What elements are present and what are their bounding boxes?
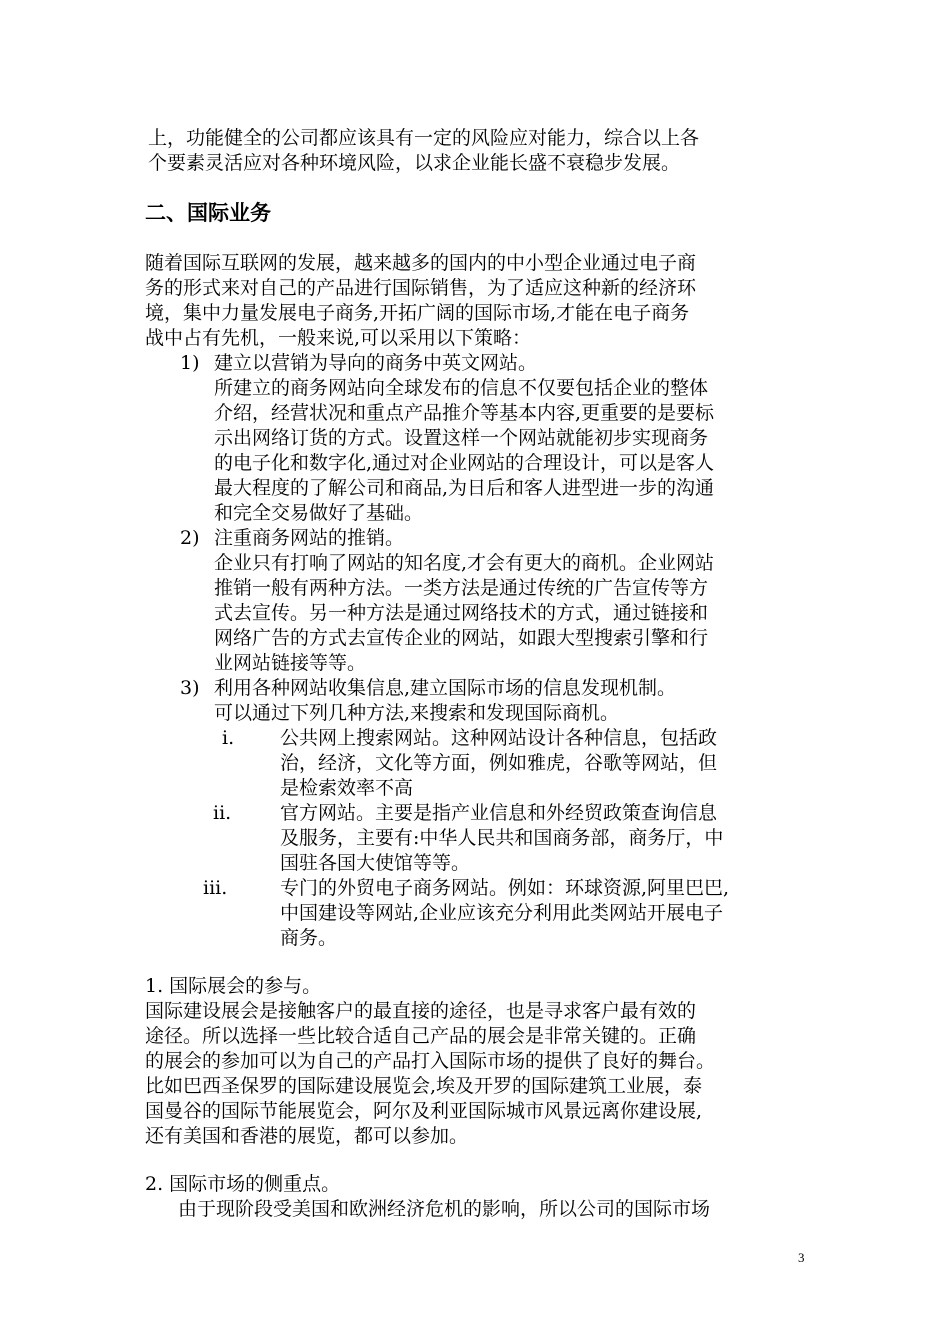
section-intro-line: 务的形式来对自己的产品进行国际销售，为了适应这种新的经济环 <box>145 277 697 299</box>
strategy-2-line: 企业只有打响了网站的知名度,才会有更大的商机。企业网站 <box>214 552 715 574</box>
point-1-line: 国曼谷的国际节能展览会，阿尔及利亚国际城市风景远离你建设展, <box>145 1100 703 1122</box>
subitem-iii-line: 中国建设等网站,企业应该充分利用此类网站开展电子 <box>280 902 724 924</box>
strategy-2-marker: 2) <box>180 527 200 549</box>
point-1-title: 1. 国际展会的参与。 <box>145 975 322 997</box>
strategy-3-line: 可以通过下列几种方法,来搜索和发现国际商机。 <box>214 702 620 724</box>
strategy-2-title: 注重商务网站的推销。 <box>214 527 405 549</box>
point-2-line: 由于现阶段受美国和欧洲经济危机的影响，所以公司的国际市场 <box>178 1198 711 1220</box>
point-1-line: 国际建设展会是接触客户的最直接的途径，也是寻求客户最有效的 <box>145 1000 697 1022</box>
strategy-2-line: 式去宣传。另一种方法是通过网络技术的方式，通过链接和 <box>214 602 709 624</box>
strategy-2-line: 网络广告的方式去宣传企业的网站，如跟大型搜索引擎和行 <box>214 627 709 649</box>
strategy-1-line: 介绍，经营状况和重点产品推介等基本内容,更重要的是要标 <box>214 402 715 424</box>
intro-line: 个要素灵活应对各种环境风险，以求企业能长盛不衰稳步发展。 <box>148 152 681 174</box>
strategy-2-line: 业网站链接等等。 <box>214 652 367 674</box>
point-1-line: 途径。所以选择一些比较合适自己产品的展会是非常关键的。正确 <box>145 1025 697 1047</box>
strategy-1-line: 最大程度的了解公司和商品,为日后和客人进型进一步的沟通 <box>214 477 715 499</box>
strategy-3-marker: 3) <box>180 677 200 699</box>
strategy-1-marker: 1) <box>180 352 200 374</box>
subitem-iii-marker: iii. <box>203 877 228 899</box>
subitem-iii-line: 商务。 <box>280 927 338 949</box>
subitem-ii-marker: ii. <box>213 802 232 824</box>
subitem-i-line: 公共网上搜索网站。这种网站设计各种信息，包括政 <box>280 727 718 749</box>
strategy-1-line: 所建立的商务网站向全球发布的信息不仅要包括企业的整体 <box>214 377 709 399</box>
section-intro-line: 随着国际互联网的发展，越来越多的国内的中小型企业通过电子商 <box>145 252 697 274</box>
point-1-line: 的展会的参加可以为自己的产品打入国际市场的提供了良好的舞台。 <box>145 1050 716 1072</box>
strategy-1-line: 和完全交易做好了基础。 <box>214 502 424 524</box>
subitem-ii-line: 官方网站。主要是指产业信息和外经贸政策查询信息 <box>280 802 718 824</box>
section-intro-line: 战中占有先机，一般来说,可以采用以下策略： <box>145 327 532 349</box>
subitem-ii-line: 及服务，主要有:中华人民共和国商务部，商务厅，中 <box>280 827 724 849</box>
subitem-ii-line: 国驻各国大使馆等等。 <box>280 852 471 874</box>
point-1-line: 还有美国和香港的展览，都可以参加。 <box>145 1125 469 1147</box>
subitem-iii-line: 专门的外贸电子商务网站。例如：环球资源,阿里巴巴, <box>280 877 730 899</box>
section-intro-line: 境，集中力量发展电子商务,开拓广阔的国际市场,才能在电子商务 <box>145 302 690 324</box>
strategy-2-line: 推销一般有两种方法。一类方法是通过传统的广告宣传等方 <box>214 577 709 599</box>
intro-line: 上，功能健全的公司都应该具有一定的风险应对能力，综合以上各 <box>148 127 700 149</box>
subitem-i-line: 是检索效率不高 <box>280 777 414 799</box>
strategy-1-title: 建立以营销为导向的商务中英文网站。 <box>214 352 538 374</box>
strategy-1-line: 的电子化和数字化,通过对企业网站的合理设计，可以是客人 <box>214 452 715 474</box>
point-2-title: 2. 国际市场的侧重点。 <box>145 1173 341 1195</box>
strategy-3-title: 利用各种网站收集信息,建立国际市场的信息发现机制。 <box>214 677 677 699</box>
subitem-i-line: 治，经济，文化等方面，例如雅虎，谷歌等网站，但 <box>280 752 718 774</box>
strategy-1-line: 示出网络订货的方式。设置这样一个网站就能初步实现商务 <box>214 427 709 449</box>
section-heading: 二、国际业务 <box>145 201 271 225</box>
point-1-line: 比如巴西圣保罗的国际建设展览会,埃及开罗的国际建筑工业展，泰 <box>145 1075 703 1097</box>
page-number: 3 <box>798 1250 805 1265</box>
subitem-i-marker: i. <box>222 727 235 749</box>
